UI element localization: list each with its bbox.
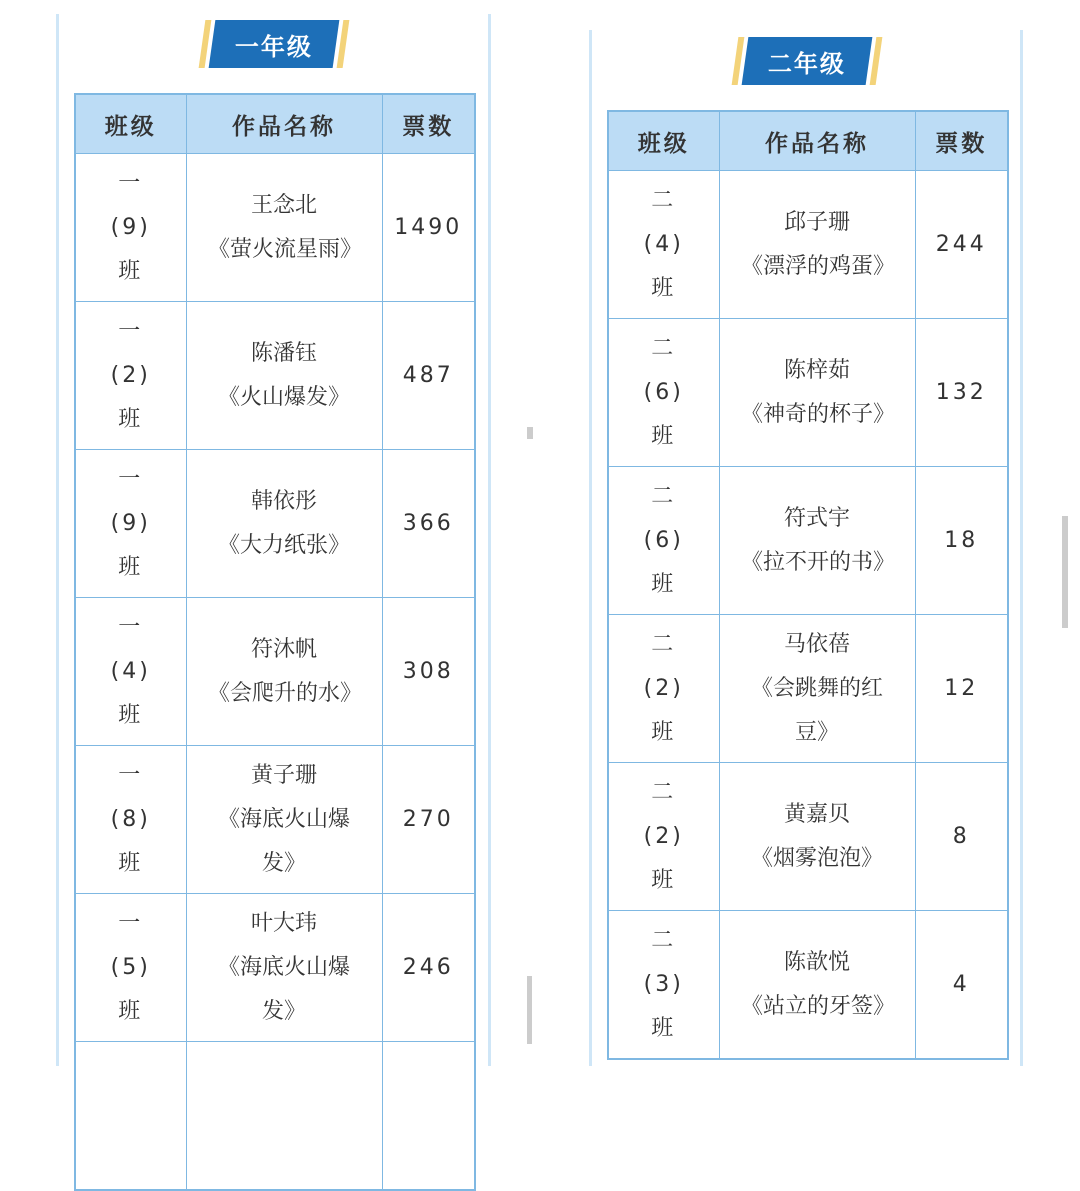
header-votes: 票数: [382, 94, 475, 154]
class-cell: [608, 615, 719, 763]
work-title: 《站立的牙签》: [741, 993, 896, 1019]
vote-table-right: [607, 110, 1009, 1060]
vote-count: 18: [915, 467, 1008, 615]
table-header-row: [608, 111, 1008, 171]
class-cell: [608, 171, 719, 319]
student-name: 陈潘钰: [250, 340, 317, 366]
badge-accent-right: [337, 20, 350, 68]
class-suffix: 班: [118, 406, 144, 432]
work-title: 《漂浮的鸡蛋》: [741, 253, 896, 279]
table-row: [608, 319, 1008, 467]
class-cell: [75, 302, 186, 450]
work-title: 《烟雾泡泡》: [750, 845, 883, 871]
class-cell: [75, 598, 186, 746]
table-row: [608, 467, 1008, 615]
class-cell: [608, 319, 719, 467]
class-suffix: 班: [118, 554, 144, 580]
right-panel-border-left: [589, 30, 592, 1066]
table-row: [75, 598, 475, 746]
vote-count: 8: [915, 763, 1008, 911]
class-number: (5): [110, 954, 151, 980]
work-cell: [719, 615, 915, 763]
vote-count: 132: [915, 319, 1008, 467]
work-cell: [719, 319, 915, 467]
class-cell: [75, 746, 186, 894]
work-title: 《火山爆发》: [217, 384, 350, 410]
left-panel-border-right: [488, 14, 491, 1066]
class-number: (3): [643, 971, 684, 997]
grade-char: 二: [651, 927, 677, 953]
table-row: [608, 763, 1008, 911]
work-title: 《海底火山爆发》: [217, 954, 350, 1024]
vote-count: 4: [915, 911, 1008, 1060]
header-class: 班级: [608, 111, 719, 171]
class-cell: [75, 1042, 186, 1191]
vote-count: [382, 1042, 475, 1191]
table-row: [608, 615, 1008, 763]
vote-table-left: [74, 93, 476, 1191]
vote-count: 487: [382, 302, 475, 450]
work-cell: [186, 302, 382, 450]
work-title: 《拉不开的书》: [741, 549, 896, 575]
header-votes: 票数: [915, 111, 1008, 171]
grade-char: 二: [651, 187, 677, 213]
class-suffix: 班: [651, 571, 677, 597]
header-class: 班级: [75, 94, 186, 154]
class-cell: [608, 763, 719, 911]
work-cell: [186, 598, 382, 746]
badge-accent-right: [870, 37, 883, 85]
student-name: 韩依彤: [250, 488, 317, 514]
class-number: (9): [110, 510, 151, 536]
grade-badge-left: [209, 20, 340, 68]
work-cell: [186, 154, 382, 302]
class-number: (2): [643, 675, 684, 701]
class-cell: [75, 450, 186, 598]
scroll-mark-small: [527, 427, 533, 439]
header-work: 作品名称: [719, 111, 915, 171]
class-cell: [75, 894, 186, 1042]
class-number: (6): [643, 527, 684, 553]
student-name: 黄子珊: [250, 762, 317, 788]
table-row-partial: [75, 1042, 475, 1191]
class-suffix: 班: [118, 850, 144, 876]
class-suffix: 班: [651, 275, 677, 301]
table-row: [608, 171, 1008, 319]
vote-count: 270: [382, 746, 475, 894]
class-number: (4): [643, 231, 684, 257]
grade-char: 一: [118, 614, 144, 640]
right-panel-border-right: [1020, 30, 1023, 1066]
work-cell: [719, 171, 915, 319]
class-suffix: 班: [118, 998, 144, 1024]
class-number: (4): [110, 658, 151, 684]
work-title: 《会跳舞的红豆》: [750, 675, 883, 745]
grade-char: 一: [118, 466, 144, 492]
table-header-row: [75, 94, 475, 154]
vote-count: 244: [915, 171, 1008, 319]
table-row: [75, 302, 475, 450]
grade-char: 二: [651, 483, 677, 509]
work-cell: [186, 894, 382, 1042]
class-number: (9): [110, 214, 151, 240]
student-name: 邱子珊: [783, 209, 850, 235]
table-row: [75, 894, 475, 1042]
vote-count: 1490: [382, 154, 475, 302]
vote-count: 366: [382, 450, 475, 598]
grade-char: 一: [118, 762, 144, 788]
class-suffix: 班: [651, 1015, 677, 1041]
student-name: 陈梓茹: [783, 357, 850, 383]
grade-char: 一: [118, 910, 144, 936]
vote-count: 12: [915, 615, 1008, 763]
grade-badge-right: [742, 37, 873, 85]
class-suffix: 班: [651, 719, 677, 745]
grade-char: 二: [651, 335, 677, 361]
student-name: 王念北: [250, 192, 317, 218]
scrollbar-thumb[interactable]: [1062, 516, 1068, 628]
student-name: 马依蓓: [783, 631, 850, 657]
student-name: 符式宇: [783, 505, 850, 531]
class-number: (6): [643, 379, 684, 405]
student-name: 陈歆悦: [783, 949, 850, 975]
table-row: [75, 450, 475, 598]
grade-title-right: 二年级: [768, 49, 846, 78]
grade-char: 一: [118, 170, 144, 196]
work-cell: [719, 911, 915, 1060]
badge-accent-left: [199, 20, 212, 68]
work-title: 《会爬升的水》: [208, 680, 363, 706]
vote-count: 308: [382, 598, 475, 746]
grade-char: 二: [651, 631, 677, 657]
class-cell: [608, 911, 719, 1060]
work-cell: [186, 746, 382, 894]
grade-char: 一: [118, 318, 144, 344]
class-suffix: 班: [651, 867, 677, 893]
class-cell: [608, 467, 719, 615]
work-cell: [719, 467, 915, 615]
student-name: 叶大玮: [250, 910, 317, 936]
class-suffix: 班: [118, 258, 144, 284]
class-number: (2): [110, 362, 151, 388]
class-suffix: 班: [651, 423, 677, 449]
grade-char: 二: [651, 779, 677, 805]
work-title: 《萤火流星雨》: [208, 236, 363, 262]
work-title: 《神奇的杯子》: [741, 401, 896, 427]
class-number: (2): [643, 823, 684, 849]
table-row: [608, 911, 1008, 1060]
vote-count: 246: [382, 894, 475, 1042]
table-row: [75, 746, 475, 894]
class-number: (8): [110, 806, 151, 832]
work-cell: [186, 450, 382, 598]
scroll-mark-long: [527, 976, 532, 1044]
class-cell: [75, 154, 186, 302]
header-work: 作品名称: [186, 94, 382, 154]
student-name: 黄嘉贝: [783, 801, 850, 827]
badge-accent-left: [732, 37, 745, 85]
table-row: [75, 154, 475, 302]
work-title: 《海底火山爆发》: [217, 806, 350, 876]
work-cell: [719, 763, 915, 911]
grade-title-left: 一年级: [235, 32, 313, 61]
left-panel-border-left: [56, 14, 59, 1066]
work-title: 《大力纸张》: [217, 532, 350, 558]
work-cell: [186, 1042, 382, 1191]
class-suffix: 班: [118, 702, 144, 728]
student-name: 符沐帆: [250, 636, 317, 662]
